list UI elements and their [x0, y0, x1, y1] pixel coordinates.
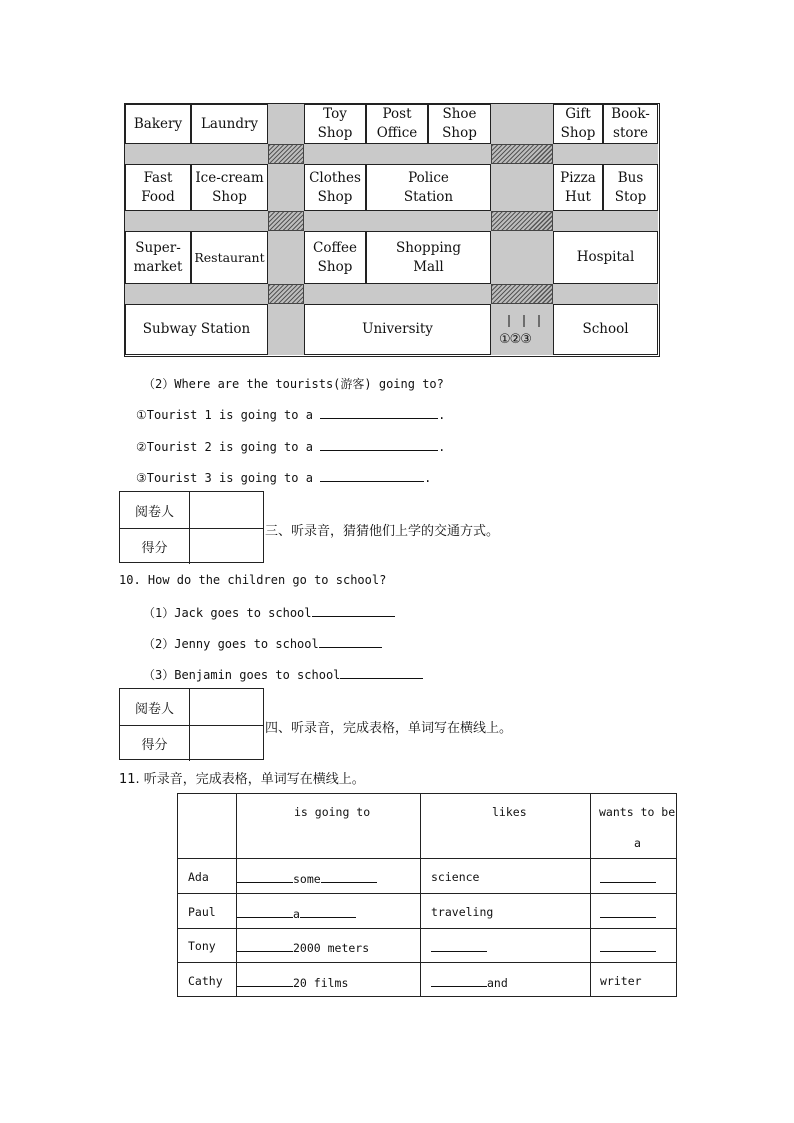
q2-item-3-text: ③Tourist 3 is going to a [136, 471, 321, 485]
row-name-cathy: Cathy [188, 974, 223, 988]
map-cell-bookstore: Book- store [603, 104, 658, 144]
answer-blank[interactable] [237, 870, 293, 883]
q10-item-2 [143, 635, 382, 652]
cell-text: a [293, 907, 300, 921]
q2-item-3 [136, 469, 431, 485]
map-cell-clothes-shop: Clothes Shop [304, 164, 366, 211]
answer-blank[interactable] [312, 604, 395, 617]
q11-question: 11. 听录音，完成表格，单词写在横线上。 [119, 772, 365, 787]
map-cell-pizza-hut: Pizza Hut [553, 164, 603, 211]
score-box-row-score [120, 725, 263, 761]
map-cell-bakery: Bakery [125, 104, 191, 144]
reviewer-label: 阅卷人 [120, 492, 190, 528]
map-cell-police-station: Police Station [366, 164, 491, 211]
period: . [438, 408, 446, 422]
table-divider [178, 928, 676, 929]
answer-blank[interactable] [431, 974, 487, 987]
answer-blank[interactable] [319, 635, 382, 648]
map-cell-bus-stop: Bus Stop [603, 164, 658, 211]
answer-blank[interactable] [321, 870, 377, 883]
crossing [491, 211, 553, 231]
period: . [424, 471, 432, 485]
score-box-1 [119, 491, 264, 563]
q10-question: 10. How do the children go to school? [119, 573, 387, 587]
cell-text: and [487, 976, 508, 990]
table-divider [590, 794, 591, 996]
map-cell-gift-shop: Gift Shop [553, 104, 603, 144]
q10-item-1 [143, 604, 395, 621]
row-name-tony: Tony [188, 939, 216, 953]
map-cell-school: School [553, 304, 658, 355]
map-cell-subway-station: Subway Station [125, 304, 268, 355]
map-cell-university: University [304, 304, 491, 355]
answer-blank[interactable] [600, 939, 656, 952]
table-divider [236, 794, 237, 996]
q2-item-2-text: ②Tourist 2 is going to a [136, 440, 321, 454]
score-box-2 [119, 688, 264, 760]
street-2 [125, 211, 658, 231]
table-divider [420, 794, 421, 996]
score-label: 得分 [120, 725, 190, 761]
map-cell-shoe-shop: Shoe Shop [428, 104, 491, 144]
map-cell-toy-shop: Toy Shop [304, 104, 366, 144]
answer-blank[interactable] [320, 438, 438, 451]
map-cell-fast-food: Fast Food [125, 164, 191, 211]
row-paul-going [237, 905, 356, 921]
answer-table [177, 793, 677, 997]
answer-blank[interactable] [237, 974, 293, 987]
row-cathy-going [237, 974, 348, 990]
table-divider [178, 893, 676, 894]
answer-blank[interactable] [600, 870, 656, 883]
tourist-arrows-icon [504, 314, 544, 328]
q2-item-2 [136, 438, 445, 454]
q10-item-1-text: （1）Jack goes to school [143, 606, 312, 620]
answer-blank[interactable] [237, 939, 293, 952]
header-wants-to-be: wants to be [599, 805, 676, 819]
city-map [124, 103, 660, 357]
tourist-arrows [504, 314, 544, 328]
map-cell-hospital: Hospital [553, 231, 658, 284]
row-paul-wants [600, 905, 656, 921]
map-cell-restaurant: Restaurant [191, 231, 268, 284]
answer-blank[interactable] [431, 939, 487, 952]
map-cell-supermarket: Super- market [125, 231, 191, 284]
row-paul-likes: traveling [431, 905, 494, 919]
row-name-ada: Ada [188, 870, 209, 884]
answer-blank[interactable] [237, 905, 293, 918]
score-label: 得分 [120, 528, 190, 564]
answer-blank[interactable] [340, 666, 423, 679]
header-wants-to-be-a: a [634, 836, 641, 850]
header-likes: likes [492, 805, 527, 819]
cell-text: some [293, 872, 321, 886]
section-3-title: 三、听录音，猜猜他们上学的交通方式。 [265, 524, 500, 539]
row-ada-likes: science [431, 870, 480, 884]
header-is-going-to: is going to [294, 805, 371, 819]
row-ada-going [237, 870, 377, 886]
map-cell-shopping-mall: Shopping Mall [366, 231, 491, 284]
q2-question: （2）Where are the tourists(游客) going to? [143, 377, 444, 391]
answer-blank[interactable] [600, 905, 656, 918]
q10-item-2-text: （2）Jenny goes to school [143, 637, 319, 651]
crossing [268, 211, 304, 231]
row-name-paul: Paul [188, 905, 216, 919]
street-3 [125, 284, 658, 304]
period: . [438, 440, 446, 454]
score-box-row-score [120, 528, 263, 564]
answer-blank[interactable] [300, 905, 356, 918]
score-box-row-reviewer [120, 492, 263, 529]
crossing [491, 144, 553, 164]
q10-item-3 [143, 666, 423, 683]
row-cathy-wants: writer [600, 974, 642, 988]
reviewer-label: 阅卷人 [120, 689, 190, 725]
section-4-title: 四、听录音，完成表格，单词写在横线上。 [265, 721, 513, 736]
crossing [268, 284, 304, 304]
cell-text: 20 films [293, 976, 349, 990]
row-tony-likes [431, 939, 487, 955]
q2-item-1 [136, 406, 445, 422]
crossing [491, 284, 553, 304]
row-tony-going [237, 939, 369, 955]
table-divider [178, 858, 676, 859]
q10-item-3-text: （3）Benjamin goes to school [143, 668, 341, 682]
row-cathy-likes [431, 974, 508, 990]
map-cell-ice-cream-shop: Ice-cream Shop [191, 164, 268, 211]
tourist-markers: ①②③ [499, 332, 531, 347]
map-cell-coffee-shop: Coffee Shop [304, 231, 366, 284]
table-divider [178, 962, 676, 963]
map-cell-laundry: Laundry [191, 104, 268, 144]
score-box-row-reviewer [120, 689, 263, 726]
answer-blank[interactable] [320, 406, 438, 419]
row-tony-wants [600, 939, 656, 955]
crossing [268, 144, 304, 164]
q2-item-1-text: ①Tourist 1 is going to a [136, 408, 321, 422]
street-1 [125, 144, 658, 164]
answer-blank[interactable] [320, 469, 424, 482]
cell-text: 2000 meters [293, 941, 370, 955]
row-ada-wants [600, 870, 656, 886]
map-cell-post-office: Post Office [366, 104, 428, 144]
